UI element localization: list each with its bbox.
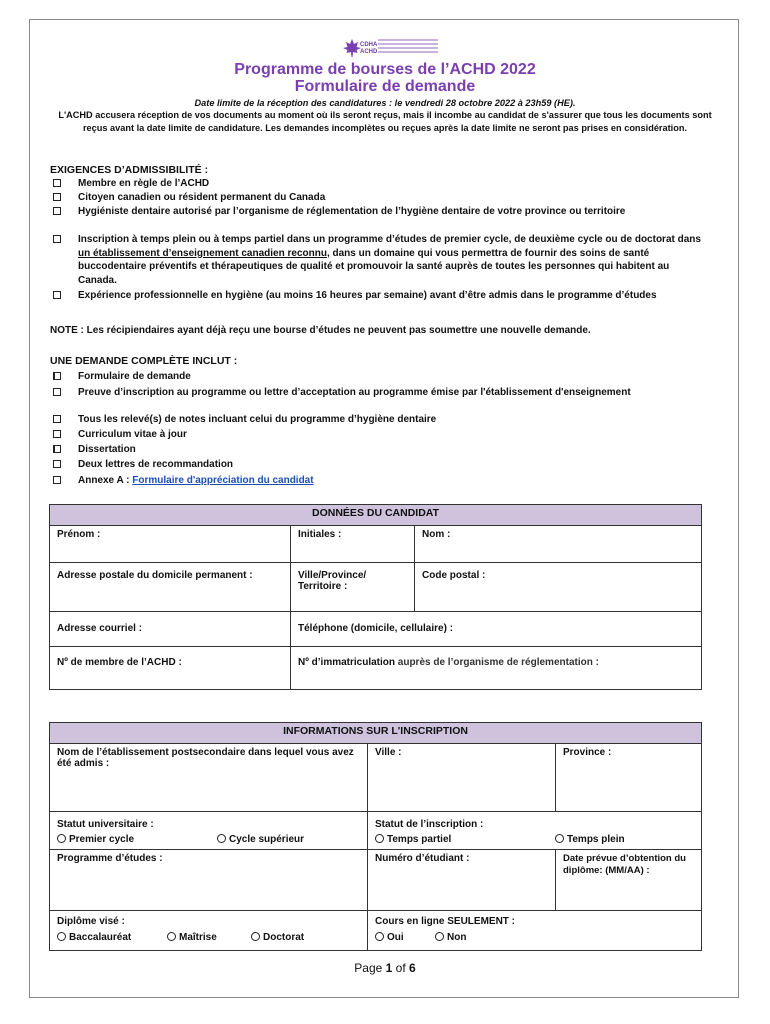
radio-button[interactable] xyxy=(375,932,384,941)
degree-label: Diplôme visé : xyxy=(57,916,125,927)
candidate-data-table xyxy=(49,504,702,690)
student-number-field[interactable]: Numéro d’étudiant : xyxy=(368,850,556,911)
registration-status-cell xyxy=(368,812,702,850)
deadline-text: Date limite de la réception des candidatures : le vendredi 28 octobre 2022 à 23h59 (HE). xyxy=(194,98,576,108)
recognized-institution-text: un établissement d’enseignement canadien reconnu xyxy=(78,247,327,259)
checkbox[interactable] xyxy=(53,388,61,396)
registration-number-field[interactable]: Nº d’immatriculation auprès de l’organisme de réglementation : xyxy=(291,647,702,690)
checkbox[interactable] xyxy=(53,193,61,201)
last-name-field[interactable]: Nom : xyxy=(415,526,702,563)
maple-leaf-icon xyxy=(342,38,362,58)
bachelor-option[interactable]: Baccalauréat xyxy=(57,932,167,943)
required-document-item: Annexe A : Formulaire d'appréciation du candidat xyxy=(50,474,710,488)
receipt-notice: L'ACHD accusera réception de vos documents au moment où ils seront reçus, mais il incombe au candidat de s'assurer que tous les documents sont reçus avant la date limite de candidature. Les demandes incomplètes ou reçues après la date limite ne seront pas prises en considération. xyxy=(58,110,712,134)
online-courses-cell xyxy=(368,911,702,951)
degree-cell xyxy=(50,911,368,951)
eligibility-item: Citoyen canadien ou résident permanent du Canada xyxy=(50,191,710,205)
checkbox[interactable] xyxy=(53,235,61,243)
current-page: 1 xyxy=(385,961,393,975)
logo-abbr-en: CDHA xyxy=(360,42,378,48)
achd-logo xyxy=(340,36,440,60)
registration-status-label: Statut de l’inscription : xyxy=(375,819,484,830)
radio-button[interactable] xyxy=(217,834,226,843)
logo-abbr-fr: ACHD xyxy=(360,49,378,55)
logo-abbreviations xyxy=(360,42,377,56)
first-name-field[interactable]: Prénom : xyxy=(50,526,291,563)
checkbox[interactable] xyxy=(53,430,61,438)
doctorate-option[interactable]: Doctorat xyxy=(251,932,304,943)
checkbox[interactable] xyxy=(53,291,61,299)
radio-button[interactable] xyxy=(375,834,384,843)
graduate-option[interactable]: Cycle supérieur xyxy=(217,834,304,845)
checkbox[interactable] xyxy=(53,179,61,187)
complete-application-heading: UNE DEMANDE COMPLÈTE INCLUT : xyxy=(50,355,238,367)
university-status-cell xyxy=(50,812,368,850)
email-field[interactable]: Adresse courriel : xyxy=(50,612,291,647)
radio-button[interactable] xyxy=(57,834,66,843)
full-time-option[interactable]: Temps plein xyxy=(555,834,625,845)
institution-field[interactable]: Nom de l’établissement postsecondaire dans lequel vous avez été admis : xyxy=(50,744,368,812)
page-title: Programme de bourses de l’ACHD 2022 xyxy=(234,61,536,78)
university-status-label: Statut universitaire : xyxy=(57,819,154,830)
required-document-item: Tous les relevé(s) de notes incluant celui du programme d’hygiène dentaire xyxy=(50,413,710,427)
checkbox[interactable] xyxy=(53,460,61,468)
enrollment-heading: INFORMATIONS SUR L'INSCRIPTION xyxy=(50,723,702,744)
radio-button[interactable] xyxy=(57,932,66,941)
radio-button[interactable] xyxy=(555,834,564,843)
master-option[interactable]: Maîtrise xyxy=(167,932,251,943)
phone-field[interactable]: Téléphone (domicile, cellulaire) : xyxy=(291,612,702,647)
undergraduate-option[interactable]: Premier cycle xyxy=(57,834,217,845)
eligibility-item: Inscription à temps plein ou à temps partiel dans un programme d’études de premier cycle, de deuxième cycle ou de doctorat dans un établissement d’enseignement canadien reconnu, dans un domaine qui vous permettra de fournir des soins de santé buccodentaire préventifs et thérapeutiques de qualité et promouvoir la santé auprès de toutes les personnes qui habitent au Canada. xyxy=(50,233,710,287)
checkbox[interactable] xyxy=(53,476,61,484)
eligibility-item: Expérience professionnelle en hygiène (au moins 16 heures par semaine) avant d’être admis dans le programme d’études xyxy=(50,289,710,303)
required-document-item: Curriculum vitae à jour xyxy=(50,428,710,442)
postal-code-field[interactable]: Code postal : xyxy=(415,563,702,612)
checkbox[interactable] xyxy=(53,445,61,453)
required-document-item: Preuve d’inscription au programme ou lettre d’acceptation au programme émise par l'établissement d'enseignement xyxy=(50,386,710,400)
candidate-data-heading: DONNÉES DU CANDIDAT xyxy=(50,505,702,526)
required-document-item: Formulaire de demande xyxy=(50,370,710,384)
page-footer: Page 1 of 6 xyxy=(354,961,416,975)
radio-button[interactable] xyxy=(251,932,260,941)
checkbox[interactable] xyxy=(53,415,61,423)
city-province-field[interactable]: Ville/Province/ Territoire : xyxy=(291,563,415,612)
enrollment-table xyxy=(49,722,702,951)
required-document-item: Dissertation xyxy=(50,443,710,457)
eligibility-heading: EXIGENCES D’ADMISSIBILITÉ : xyxy=(50,164,209,176)
eligibility-item: Hygiéniste dentaire autorisé par l’organisme de réglementation de l’hygiène dentaire de votre province ou territoire xyxy=(50,205,710,219)
page-subtitle: Formulaire de demande xyxy=(294,78,476,95)
radio-button[interactable] xyxy=(167,932,176,941)
total-pages: 6 xyxy=(409,961,416,975)
candidate-appraisal-form-link[interactable]: Formulaire d'appréciation du candidat xyxy=(132,475,314,486)
program-field[interactable]: Programme d’études : xyxy=(50,850,368,911)
logo-wordmark xyxy=(378,39,438,55)
part-time-option[interactable]: Temps partiel xyxy=(375,834,555,845)
online-courses-label: Cours en ligne SEULEMENT : xyxy=(375,916,516,927)
initials-field[interactable]: Initiales : xyxy=(291,526,415,563)
online-yes-option[interactable]: Oui xyxy=(375,932,435,943)
online-no-option[interactable]: Non xyxy=(435,932,466,943)
home-address-field[interactable]: Adresse postale du domicile permanent : xyxy=(50,563,291,612)
checkbox[interactable] xyxy=(53,207,61,215)
enroll-province-field[interactable]: Province : xyxy=(556,744,702,812)
graduation-date-field[interactable]: Date prévue d’obtention du diplôme: (MM/AA) : xyxy=(556,850,702,911)
member-number-field[interactable]: Nº de membre de l’ACHD : xyxy=(50,647,291,690)
radio-button[interactable] xyxy=(435,932,444,941)
note-text: NOTE : Les récipiendaires ayant déjà reçu une bourse d’études ne peuvent pas soumettre une nouvelle demande. xyxy=(50,325,591,336)
checkbox[interactable] xyxy=(53,372,61,380)
enroll-city-field[interactable]: Ville : xyxy=(368,744,556,812)
required-document-item: Deux lettres de recommandation xyxy=(50,458,710,472)
eligibility-item: Membre en règle de l’ACHD xyxy=(50,177,710,191)
